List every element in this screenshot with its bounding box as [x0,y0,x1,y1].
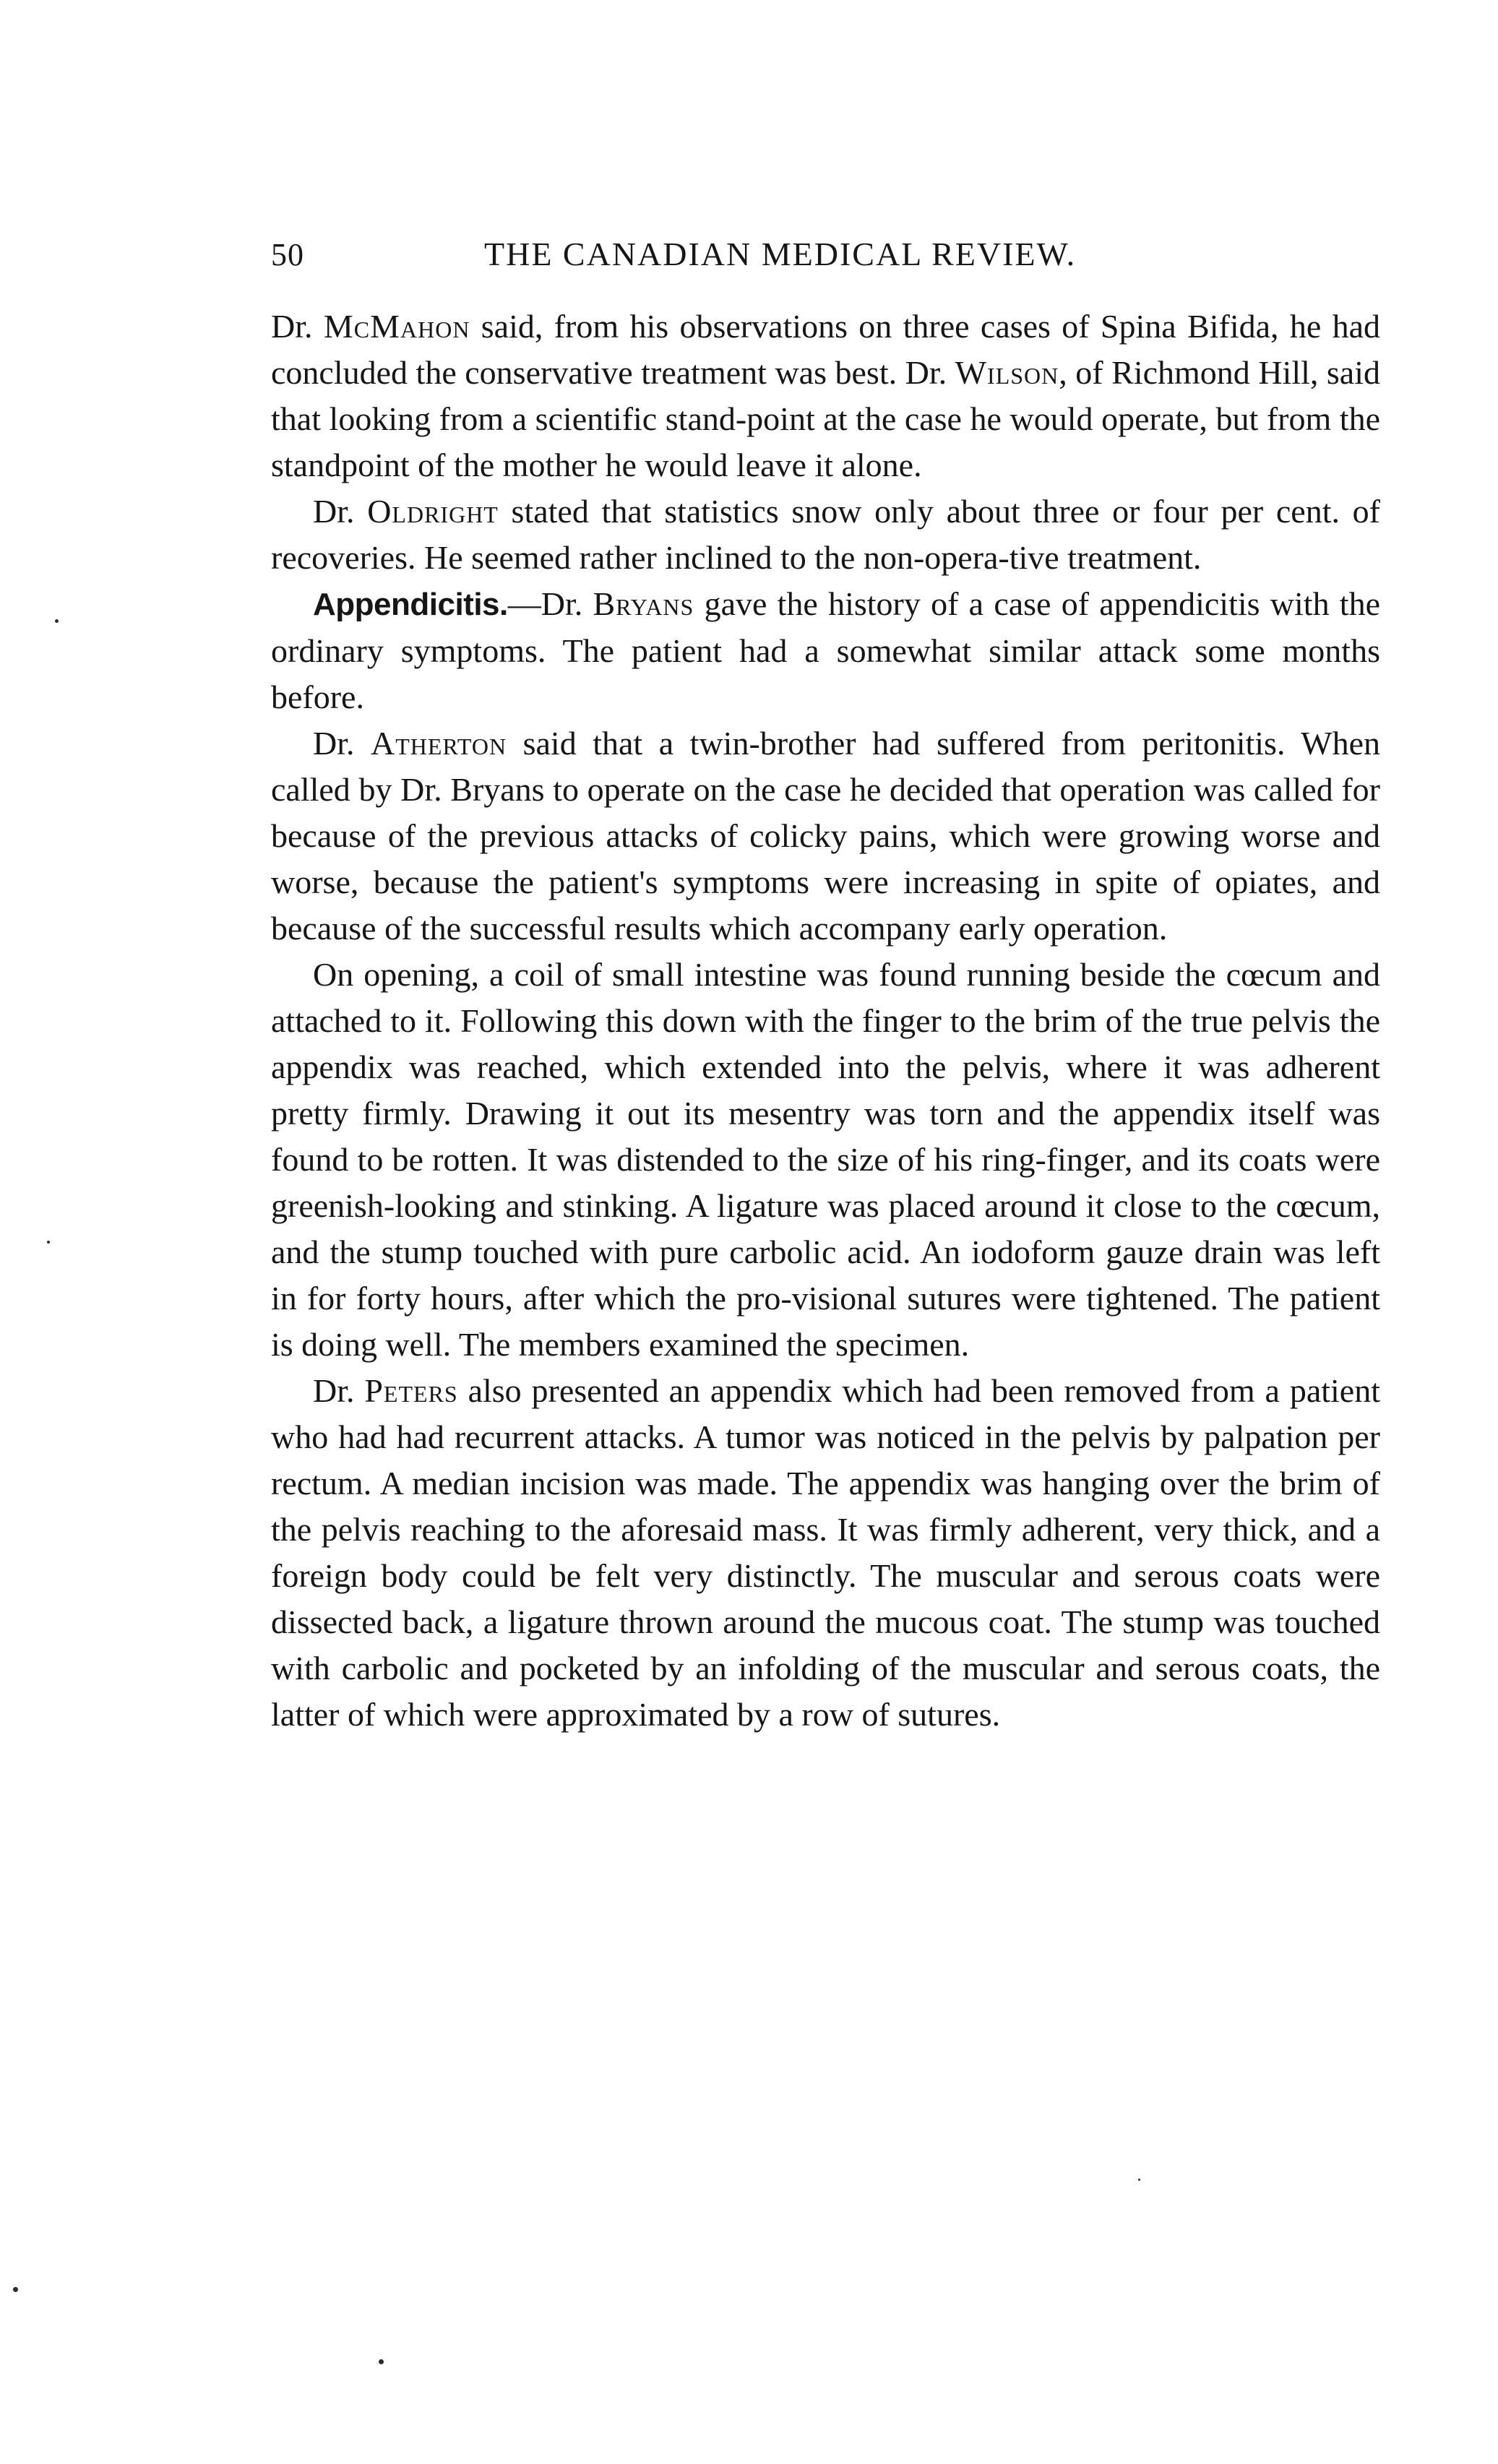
paragraph-mcmahon-wilson [271,303,1380,488]
speaker-name-oldright: Oldright [367,493,499,530]
paragraph-oldright [271,488,1380,581]
text-run: Dr. [313,493,368,530]
scan-speck [1138,2179,1140,2181]
scan-speck [379,2359,384,2364]
speaker-name-peters: Peters [364,1372,458,1409]
scan-speck [13,2287,18,2292]
text-run: Dr. [313,1372,365,1409]
text-run: also presented an appendix which had been removed from a patient who had had recurrent attacks. A tumor was noticed in the pelvis by palpation per rectum. A median incision was made. The appendix was hanging over the brim of the pelvis reaching to the aforesaid mass. It was firmly adherent, very thick, and a foreign body could be felt very distinctly. The muscular and serous coats were dissected back, a ligature thrown around the mucous coat. The stump was touched with carbolic and pocketed by an infolding of the muscular and serous coats, the latter of which were approximated by a row of sutures. [271,1372,1380,1733]
paragraph-atherton [271,720,1380,952]
speaker-name-atherton: Atherton [371,725,507,762]
paragraph-peters [271,1368,1380,1738]
journal-title: THE CANADIAN MEDICAL REVIEW. [484,236,1077,272]
text-run: —Dr. [507,585,593,622]
text-run: gave the history of a case of appendicitis with the ordinary symptoms. The patient had a somewhat similar attack some months before. [271,585,1380,715]
paragraph-appendicitis [271,581,1380,720]
text-run: said, from his observations on three cases of Spina Bifida, he had concluded the conservative treatment was best. Dr. [271,308,1381,391]
speaker-name-bryans: Bryans [593,585,694,622]
text-run: said that a twin-brother had suffered from peritonitis. When called by Dr. Bryans to operate on the case he decided that operation was called for because of the previous attacks of colicky pains, which were growing worse and worse, because the patient's symptoms were increasing in spite of opiates, and because of the successful results which accompany early operation. [271,725,1380,947]
text-run: Dr. [271,308,324,345]
section-heading-appendicitis: Appendicitis. [313,587,508,622]
speaker-name-wilson: Wilson [955,354,1059,391]
text-run: stated that statistics snow only about three or four per cent. of recoveries. He seemed rather inclined to the non-opera-tive treatment. [271,493,1381,576]
page-number: 50 [271,237,304,272]
running-head [271,235,1380,275]
scan-speck [47,1241,50,1244]
text-run: Dr. [313,725,371,762]
article-body [271,303,1380,1738]
speaker-name-mcmahon: McMahon [323,308,470,345]
paragraph-operation-findings [271,952,1380,1368]
text-run: , of Richmond Hill, said that looking from a scientific stand-point at the case he would operate, but from the standpoint of the mother he would leave it alone. [271,354,1380,483]
scan-speck [55,619,59,623]
text-run: On opening, a coil of small intestine was found running beside the cœcum and attached to it. Following this down with the finger to the brim of the true pelvis the appendix was reached, which extended into the pelvis, where it was adherent pretty firmly. Drawing it out its mesentry was torn and the appendix itself was found to be rotten. It was distended to the size of his ring-finger, and its coats were greenish-looking and stinking. A ligature was placed around it close to the cœcum, and the stump touched with pure carbolic acid. An iodoform gauze drain was left in for forty hours, after which the pro-visional sutures were tightened. The patient is doing well. The members examined the specimen. [271,956,1380,1363]
